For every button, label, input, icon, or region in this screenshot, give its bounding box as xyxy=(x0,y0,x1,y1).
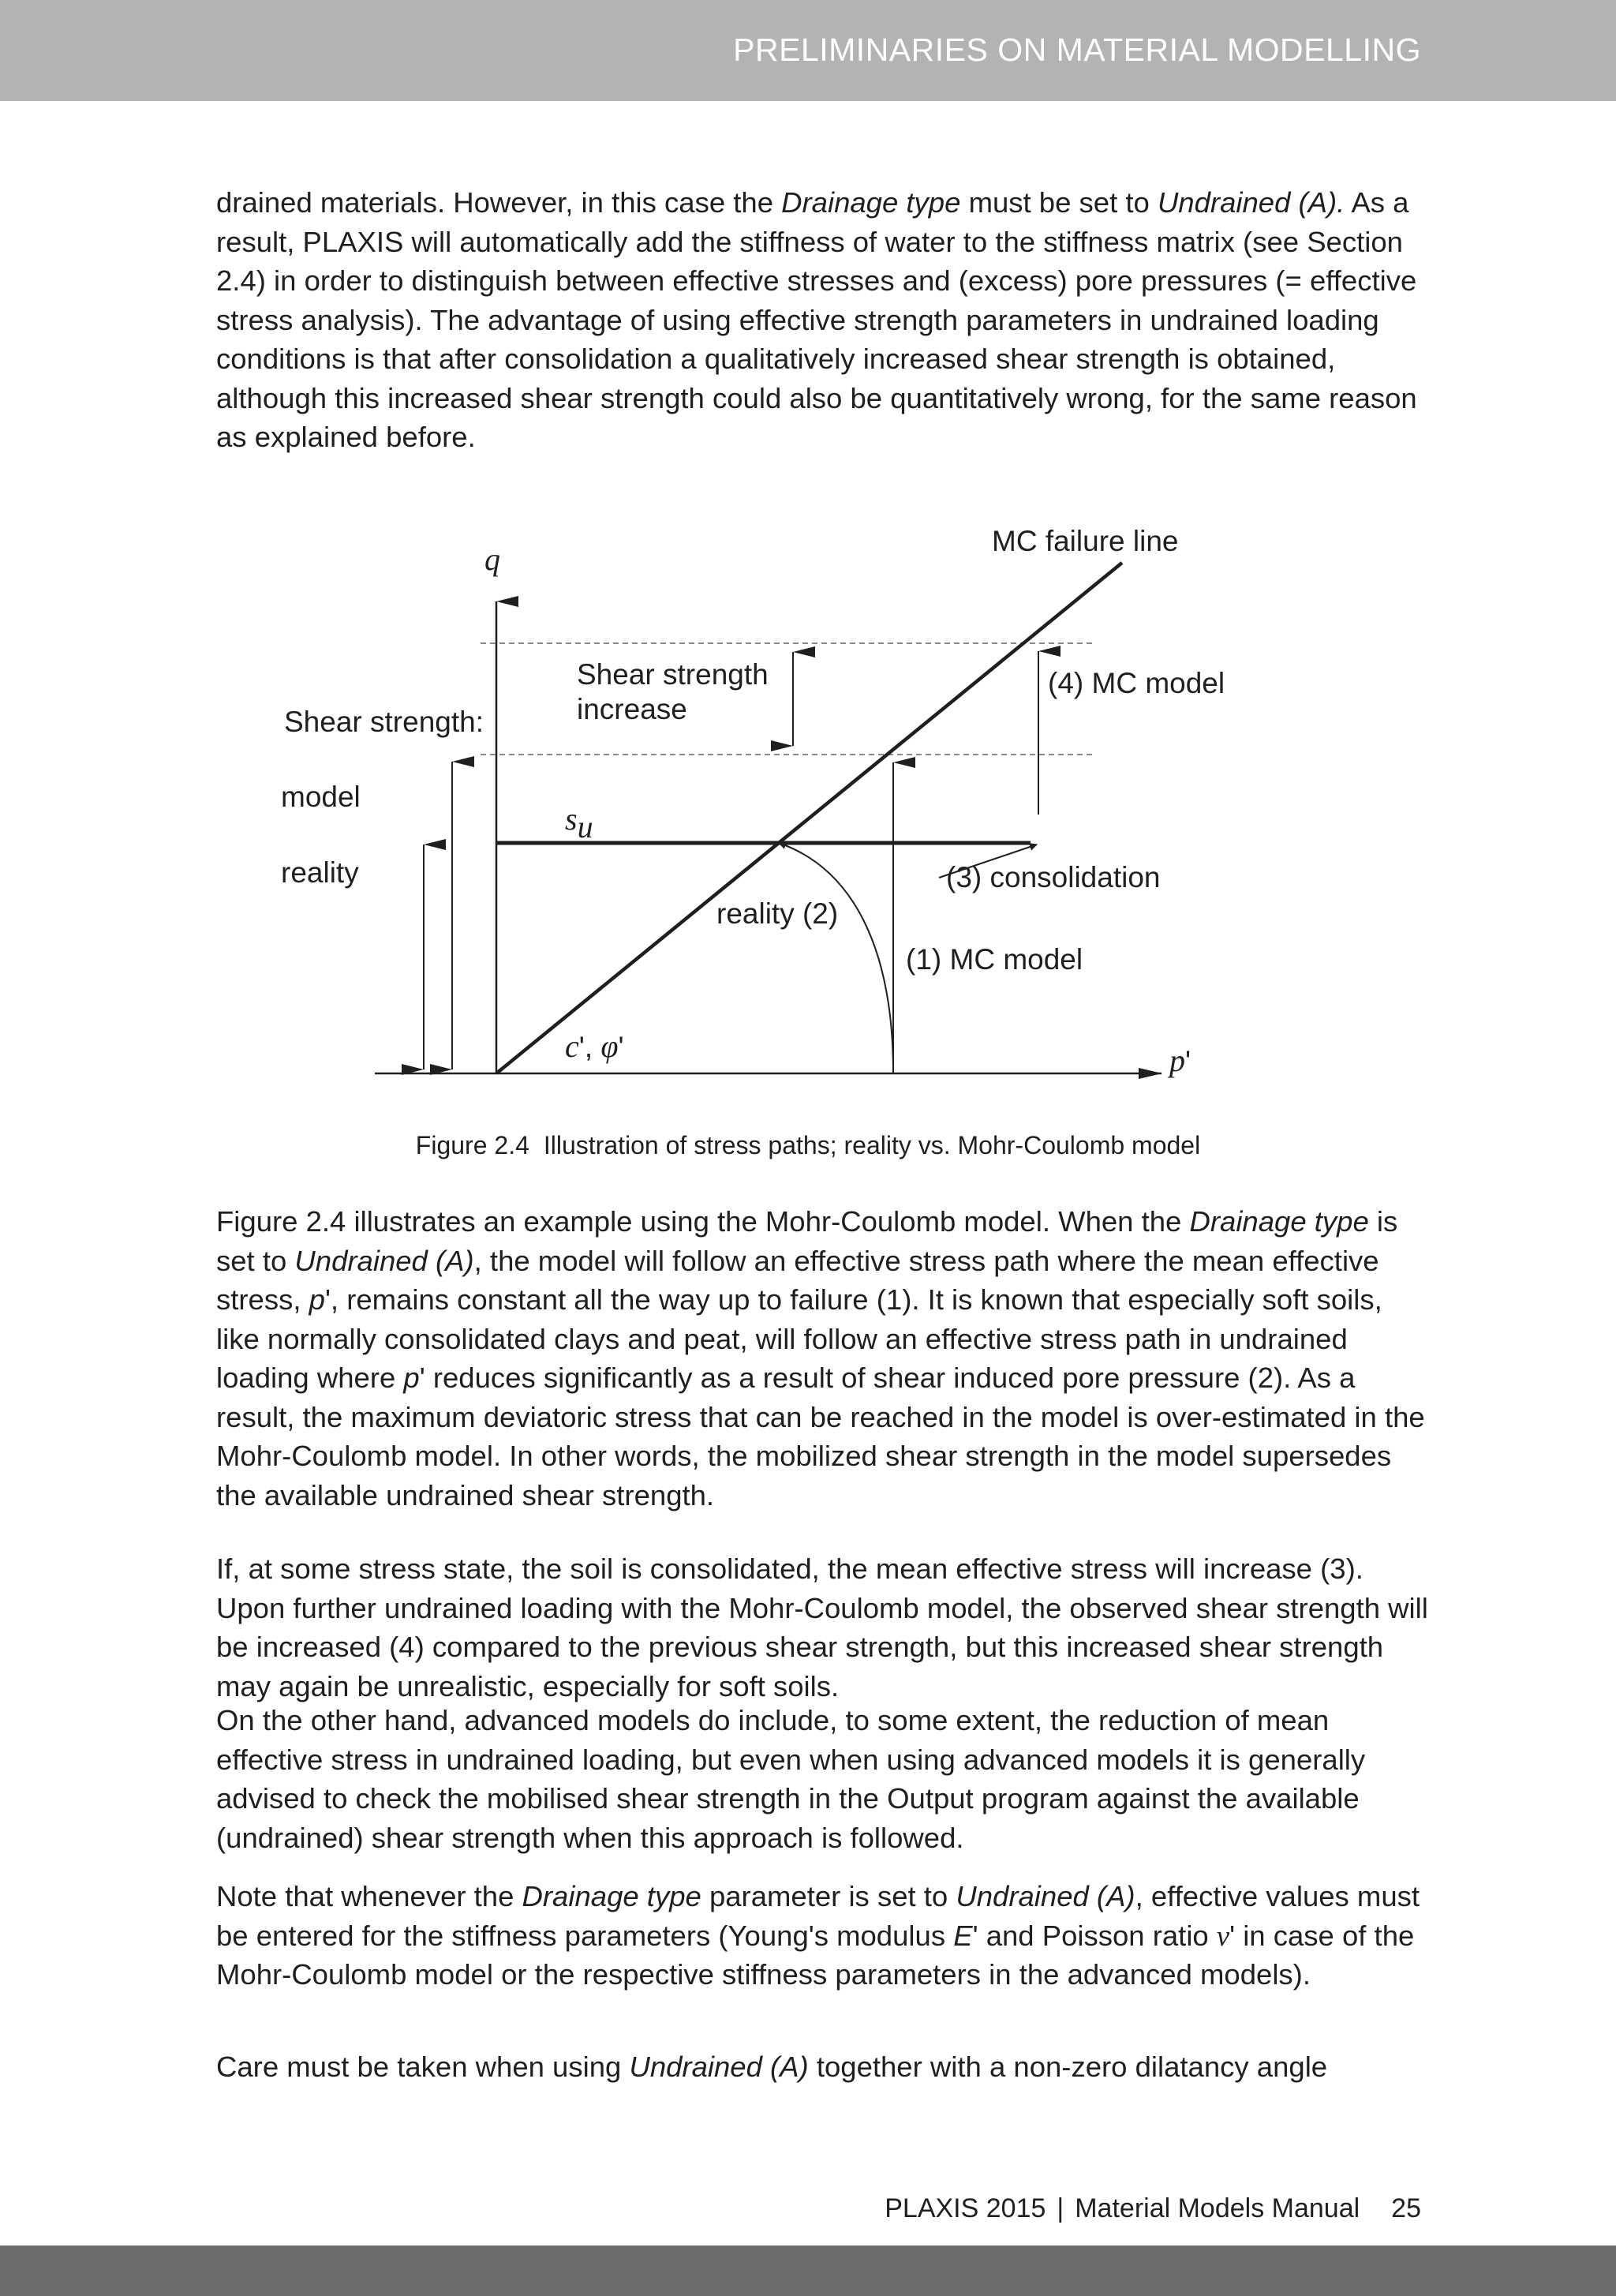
footer-separator: | xyxy=(1057,2193,1064,2223)
p2-text-e: , the model will follow an effective stress path where the mean effective stress, xyxy=(216,1244,1379,1316)
p5-text-g: ' and Poisson ratio xyxy=(972,1919,1217,1952)
p-axis-letter: p xyxy=(1169,1043,1185,1078)
su-label xyxy=(565,801,593,845)
page-number: 25 xyxy=(1391,2193,1421,2223)
reality-label: reality xyxy=(281,856,359,889)
paragraph-4 xyxy=(216,1701,1431,1857)
q-axis-label: q xyxy=(484,541,500,577)
p5-text-c: parameter is set to xyxy=(701,1880,956,1912)
mc-model-1-label: (1) MC model xyxy=(906,943,1083,976)
paragraph-2 xyxy=(216,1202,1431,1515)
paragraph-3 xyxy=(216,1549,1431,1706)
figure-stress-paths xyxy=(0,505,1616,1184)
shear-strength-increase-label-1: Shear strength xyxy=(577,658,769,691)
running-header-title: PRELIMINARIES ON MATERIAL MODELLING xyxy=(733,32,1421,68)
p1-text-e: As a result, PLAXIS will automatically add the stiffness of water to the stiffness matrix (see Section 2.4) in order to distinguish between effective stresses and (excess) pore pressures (= effective stress analysis). The advantage of using effective strength parameters in undrained loading conditions is that after consolidation a qualitatively increased shear strength is obtained, although this increased shear strength could also be quantitatively wrong, for the same reason as explained before. xyxy=(216,186,1417,453)
p5-term-undrained-a: Undrained (A) xyxy=(956,1880,1135,1912)
footer-band xyxy=(0,2245,1616,2296)
p1-text-a: drained materials. However, in this case the xyxy=(216,186,782,219)
p2-text-c: is set to xyxy=(216,1205,1398,1277)
c-letter: c xyxy=(565,1028,579,1064)
c-phi-separator: ', xyxy=(578,1031,601,1063)
p6-text-a: Care must be taken when using xyxy=(216,2051,630,2083)
p5-text-a: Note that whenever the xyxy=(216,1880,522,1912)
p6-term-undrained-a: Undrained (A) xyxy=(629,2051,809,2083)
p1-term-undrained-a: Undrained (A). xyxy=(1157,186,1345,219)
shear-strength-label: Shear strength: xyxy=(284,706,484,738)
stress-path-diagram xyxy=(0,505,1616,1184)
p5-text-i: ' in case of the Mohr-Coulomb model or the respective stiffness parameters in the advanced models). xyxy=(216,1919,1415,1991)
p2-term-undrained-a: Undrained (A) xyxy=(294,1244,474,1277)
consolidation-3-label: (3) consolidation xyxy=(946,861,1161,893)
phi-prime: ' xyxy=(618,1031,624,1063)
p6-text-c: together with a non-zero dilatancy angle xyxy=(808,2051,1328,2083)
shear-strength-increase-label-2: increase xyxy=(577,693,687,725)
paragraph-6 xyxy=(216,2047,1431,2087)
caption-text: Illustration of stress paths; reality vs. Mohr-Coulomb model xyxy=(543,1131,1201,1159)
p2-text-g: ', remains constant all the way up to failure (1). It is known that especially soft soils, like normally consolidated clays and peat, will follow an effective stress path in undrained loading where xyxy=(216,1283,1382,1394)
p4-text-a: On the other hand, advanced models do include, to some extent, the reduction of mean effective stress in undrained loading, but even when using advanced models it is generally advised to check the mobilised shear strength in the Output program against the available (undrained) shear strength when this approach is followed. xyxy=(216,1704,1366,1854)
p5-symbol-nu: ν xyxy=(1216,1919,1230,1952)
p2-term-drainage-type: Drainage type xyxy=(1189,1205,1369,1238)
su-letter: s xyxy=(565,801,578,837)
c-phi-label xyxy=(565,1028,624,1064)
header-band xyxy=(0,0,1616,101)
model-label: model xyxy=(281,781,361,813)
p2-symbol-p-2: p xyxy=(403,1361,420,1394)
p-axis-prime: ' xyxy=(1185,1045,1191,1077)
p1-text-c: must be set to xyxy=(960,186,1158,219)
p5-text-e: , effective values must be entered for the stiffness parameters (Young's modulus xyxy=(216,1880,1420,1952)
reality-2-label: reality (2) xyxy=(716,897,839,930)
su-subscript: u xyxy=(577,809,593,845)
caption-number: Figure 2.4 xyxy=(415,1131,529,1159)
p1-term-drainage-type: Drainage type xyxy=(781,186,961,219)
p2-text-i: ' reduces significantly as a result of shear induced pore pressure (2). As a result, the maximum deviatoric stress that can be reached in the model is over-estimated in the Mohr-Coulomb model. In other words, the mobilized shear strength in the model supersedes the available undrained shear strength. xyxy=(216,1361,1425,1511)
paragraph-1 xyxy=(216,183,1431,457)
p5-term-drainage-type: Drainage type xyxy=(522,1880,701,1912)
mc-model-4-label: (4) MC model xyxy=(1048,667,1225,699)
reality-stress-path xyxy=(779,843,893,1073)
p2-symbol-p: p xyxy=(309,1283,325,1316)
paragraph-5 xyxy=(216,1877,1431,1994)
figure-caption xyxy=(0,1131,1616,1160)
running-footer xyxy=(885,2193,1421,2224)
mc-failure-line-label: MC failure line xyxy=(992,525,1179,557)
p5-symbol-e: E xyxy=(953,1919,973,1952)
footer-manual-title: Material Models Manual xyxy=(1075,2193,1360,2223)
p-axis-label xyxy=(1167,1043,1191,1078)
footer-product: PLAXIS 2015 xyxy=(885,2193,1046,2223)
p3-text-a: If, at some stress state, the soil is consolidated, the mean effective stress will increase (3). Upon further undrained loading with the Mohr-Coulomb model, the observed shear strength will be increased (4) compared to the previous shear strength, but this increased shear strength may again be unrealistic, especially for soft soils. xyxy=(216,1553,1428,1702)
p2-text-a: Figure 2.4 illustrates an example using the Mohr-Coulomb model. When the xyxy=(216,1205,1190,1238)
phi-letter: φ xyxy=(600,1028,619,1064)
